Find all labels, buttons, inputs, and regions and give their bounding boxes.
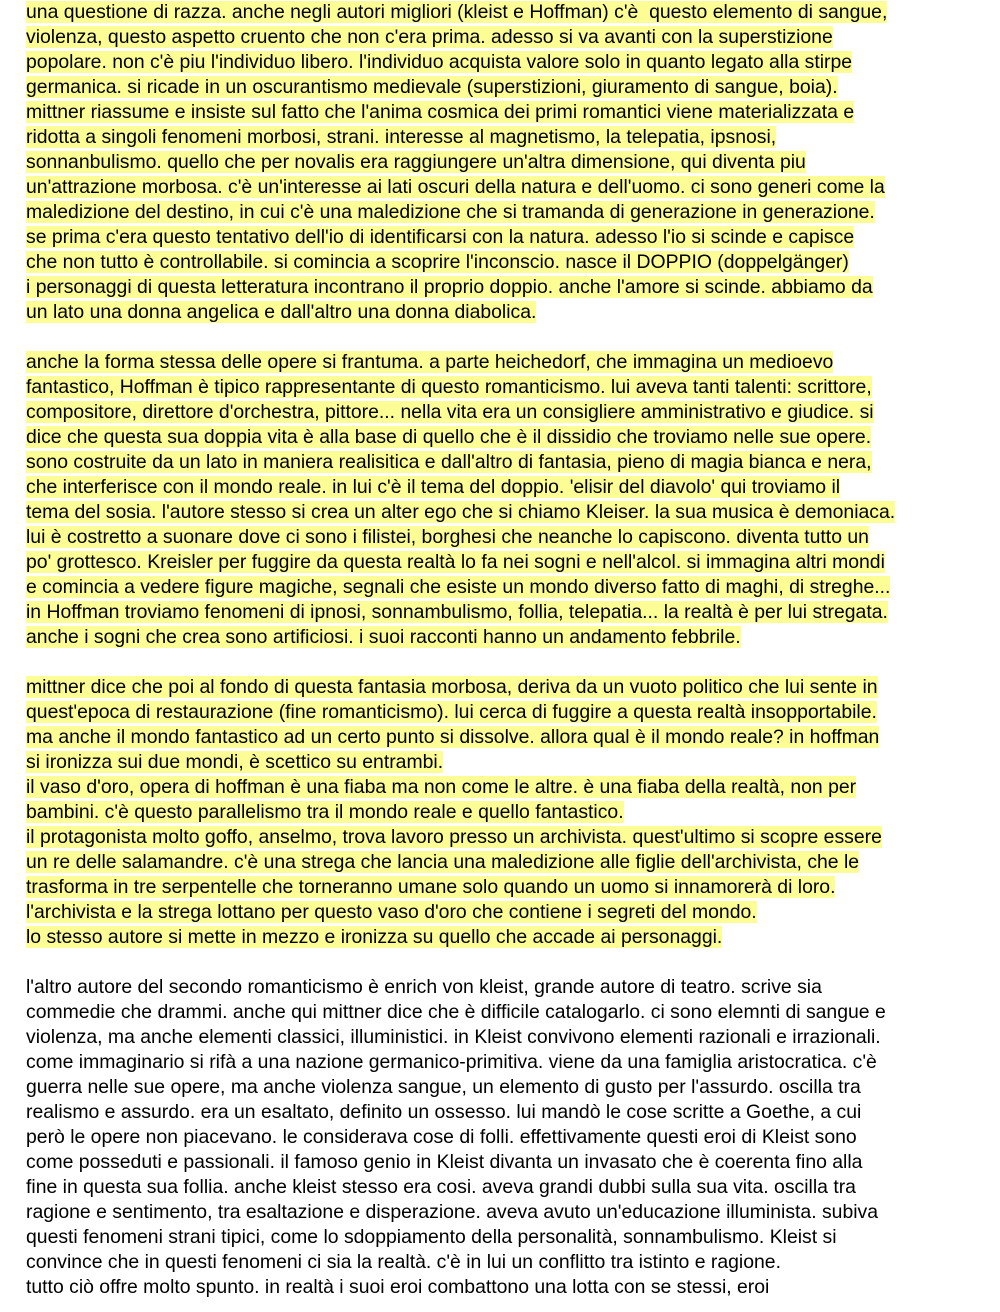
text-line bbox=[26, 725, 986, 750]
text-line-content: come posseduti e passionali. il famoso genio in Kleist divanta un invasato che è coerenta fino alla bbox=[26, 1151, 863, 1173]
text-line bbox=[26, 250, 986, 275]
text-line-content: anche la forma stessa delle opere si frantuma. a parte heichedorf, che immagina un medioevo bbox=[26, 351, 834, 373]
text-line-content: i personaggi di questa letteratura incontrano il proprio doppio. anche l'amore si scinde. abbiamo da bbox=[26, 276, 873, 298]
text-line-content: realismo e assurdo. era un esaltato, definito un ossesso. lui mandò le cose scritte a Goethe, a cui bbox=[26, 1101, 862, 1123]
text-line bbox=[26, 1200, 986, 1225]
text-line bbox=[26, 525, 986, 550]
text-line-content: fine in questa sua follia. anche kleist stesso era cosi. aveva grandi dubbi sulla sua vita. oscilla tra bbox=[26, 1176, 856, 1198]
text-line bbox=[26, 1225, 986, 1250]
text-line bbox=[26, 1075, 986, 1100]
text-line-content: dice che questa sua doppia vita è alla base di quello che è il dissidio che troviamo nelle sue opere. bbox=[26, 426, 872, 448]
text-line-content: guerra nelle sue opere, ma anche violenza sangue, un elemento di gusto per l'assurdo. oscilla tra bbox=[26, 1076, 861, 1098]
text-line-content: maledizione del destino, in cui c'è una maledizione che si tramanda di generazione in generazione. bbox=[26, 201, 875, 223]
text-line-content: un lato una donna angelica e dall'altro una donna diabolica. bbox=[26, 301, 537, 323]
text-line bbox=[26, 600, 986, 625]
text-line-content: anche i sogni che crea sono artificiosi. i suoi racconti hanno un andamento febbrile. bbox=[26, 626, 741, 648]
text-line bbox=[26, 1125, 986, 1150]
text-line-content: una questione di razza. anche negli autori migliori (kleist e Hoffman) c'è questo elemento di sangue, bbox=[26, 1, 888, 23]
text-line-content: come immaginario si rifà a una nazione germanico-primitiva. viene da una famiglia aristocratica. c'è bbox=[26, 1051, 877, 1073]
text-line bbox=[26, 275, 986, 300]
text-line-content: il protagonista molto goffo, anselmo, trova lavoro presso un archivista. quest'ultimo si scopre essere bbox=[26, 826, 882, 848]
text-line-content: sono costruite da un lato in maniera realisitica e dall'altro di fantasia, pieno di magia bianca e nera, bbox=[26, 451, 872, 473]
text-line bbox=[26, 225, 986, 250]
text-line-content: popolare. non c'è piu l'individuo libero. l'individuo acquista valore solo in quanto legato alla stirpe bbox=[26, 51, 853, 73]
text-line bbox=[26, 1000, 986, 1025]
text-line-content: germanica. si ricade in un oscurantismo medievale (superstizioni, giuramento di sangue, boia). bbox=[26, 76, 838, 98]
text-line-content: violenza, questo aspetto cruento che non c'era prima. adesso si va avanti con la superstizione bbox=[26, 26, 833, 48]
text-line-content: però le opere non piacevano. le considerava cose di folli. effettivamente questi eroi di Kleist sono bbox=[26, 1126, 857, 1148]
paragraph bbox=[26, 0, 986, 325]
text-line-content: commedie che drammi. anche qui mittner dice che è difficile catalogarlo. ci sono elemnti di sangue e bbox=[26, 1001, 886, 1023]
text-line bbox=[26, 700, 986, 725]
text-line-content: mittner riassume e insiste sul fatto che l'anima cosmica dei primi romantici viene materializzata e bbox=[26, 101, 855, 123]
text-line bbox=[26, 475, 986, 500]
text-line bbox=[26, 1275, 986, 1300]
text-line-content: che non tutto è controllabile. si comincia a scoprire l'inconscio. nasce il DOPPIO (doppelgänger) bbox=[26, 251, 849, 273]
text-line bbox=[26, 900, 986, 925]
text-line bbox=[26, 850, 986, 875]
text-line bbox=[26, 800, 986, 825]
text-line-content: ragione e sentimento, tra esaltazione e disperazione. aveva avuto un'educazione illuminista. subiva bbox=[26, 1201, 879, 1223]
text-line bbox=[26, 750, 986, 775]
text-line bbox=[26, 875, 986, 900]
text-line bbox=[26, 500, 986, 525]
text-line bbox=[26, 1150, 986, 1175]
text-line bbox=[26, 25, 986, 50]
text-line bbox=[26, 625, 986, 650]
text-line-content: e comincia a vedere figure magiche, segnali che esiste un mondo diverso fatto di maghi, di streghe... bbox=[26, 576, 891, 598]
text-line-content: compositore, direttore d'orchestra, pittore... nella vita era un consigliere amministrativo e giudice. si bbox=[26, 401, 874, 423]
text-line-content: convince che in questi fenomeni ci sia la realtà. c'è in lui un conflitto tra istinto e ragione. bbox=[26, 1251, 781, 1273]
text-line bbox=[26, 175, 986, 200]
text-line-content: l'altro autore del secondo romanticismo è enrich von kleist, grande autore di teatro. scrive sia bbox=[26, 976, 822, 998]
paragraph bbox=[26, 350, 986, 650]
text-line bbox=[26, 1175, 986, 1200]
text-line-content: trasforma in tre serpentelle che torneranno umane solo quando un uomo si innamorerà di loro. bbox=[26, 876, 836, 898]
text-line bbox=[26, 125, 986, 150]
text-line-content: ridotta a singoli fenomeni morbosi, strani. interesse al magnetismo, la telepatia, ipsnosi, bbox=[26, 126, 777, 148]
text-line bbox=[26, 0, 986, 25]
text-line-content: si ironizza sui due mondi, è scettico su entrambi. bbox=[26, 751, 444, 773]
paragraph-gap bbox=[26, 650, 986, 675]
text-line bbox=[26, 375, 986, 400]
text-line-content: questi fenomeni strani tipici, come lo sdoppiamento della personalità, sonnambulismo. Kleist si bbox=[26, 1226, 837, 1248]
text-line bbox=[26, 425, 986, 450]
text-line bbox=[26, 1250, 986, 1275]
text-line-content: che interferisce con il mondo reale. in lui c'è il tema del doppio. 'elisir del diavolo' qui troviamo il bbox=[26, 476, 841, 498]
text-line-content: tutto ciò offre molto spunto. in realtà i suoi eroi combattono una lotta con se stessi, eroi bbox=[26, 1276, 770, 1298]
text-line bbox=[26, 200, 986, 225]
paragraph bbox=[26, 675, 986, 950]
text-line bbox=[26, 75, 986, 100]
text-line-content: fantastico, Hoffman è tipico rappresentante di questo romanticismo. lui aveva tanti talenti: scrittore, bbox=[26, 376, 872, 398]
text-line bbox=[26, 300, 986, 325]
text-line bbox=[26, 775, 986, 800]
text-line bbox=[26, 675, 986, 700]
text-line bbox=[26, 550, 986, 575]
text-line-content: mittner dice che poi al fondo di questa fantasia morbosa, deriva da un vuoto politico che lui sente in bbox=[26, 676, 878, 698]
text-line-content: po' grottesco. Kreisler per fuggire da questa realtà lo fa nei sogni e nell'alcol. si immagina altri mondi bbox=[26, 551, 885, 573]
text-line bbox=[26, 1050, 986, 1075]
text-line-content: tema del sosia. l'autore stesso si crea un alter ego che si chiamo Kleiser. la sua musica è demoniaca. bbox=[26, 501, 896, 523]
text-line bbox=[26, 150, 986, 175]
text-line bbox=[26, 350, 986, 375]
text-line-content: violenza, ma anche elementi classici, illuministici. in Kleist convivono elementi razionali e irrazionali. bbox=[26, 1026, 881, 1048]
text-line-content: l'archivista e la strega lottano per questo vaso d'oro che contiene i segreti del mondo. bbox=[26, 901, 757, 923]
document-page bbox=[26, 0, 986, 1300]
text-line bbox=[26, 975, 986, 1000]
paragraph-gap bbox=[26, 325, 986, 350]
text-line bbox=[26, 575, 986, 600]
paragraph-gap bbox=[26, 950, 986, 975]
text-line-content: in Hoffman troviamo fenomeni di ipnosi, sonnambulismo, follia, telepatia... la realtà è per lui stregata. bbox=[26, 601, 888, 623]
text-line-content: quest'epoca di restaurazione (fine romanticismo). lui cerca di fuggire a questa realtà insopportabile. bbox=[26, 701, 877, 723]
text-line-content: un re delle salamandre. c'è una strega che lancia una maledizione alle figlie dell'archivista, che le bbox=[26, 851, 860, 873]
text-line bbox=[26, 400, 986, 425]
text-line-content: sonnanbulismo. quello che per novalis era raggiungere un'altra dimensione, qui diventa piu bbox=[26, 151, 806, 173]
text-line bbox=[26, 450, 986, 475]
text-line bbox=[26, 925, 986, 950]
text-line-content: se prima c'era questo tentativo dell'io di identificarsi con la natura. adesso l'io si scinde e capisce bbox=[26, 226, 855, 248]
text-line-content: ma anche il mondo fantastico ad un certo punto si dissolve. allora qual è il mondo reale? in hoffman bbox=[26, 726, 880, 748]
text-line bbox=[26, 1025, 986, 1050]
text-line-content: un'attrazione morbosa. c'è un'interesse ai lati oscuri della natura e dell'uomo. ci sono generi come la bbox=[26, 176, 885, 198]
text-line bbox=[26, 825, 986, 850]
text-line bbox=[26, 100, 986, 125]
text-line bbox=[26, 1100, 986, 1125]
text-line-content: lo stesso autore si mette in mezzo e ironizza su quello che accade ai personaggi. bbox=[26, 926, 723, 948]
text-line-content: il vaso d'oro, opera di hoffman è una fiaba ma non come le altre. è una fiaba della realtà, non per bbox=[26, 776, 857, 798]
text-line-content: bambini. c'è questo parallelismo tra il mondo reale e quello fantastico. bbox=[26, 801, 624, 823]
paragraph bbox=[26, 975, 986, 1300]
text-line-content: lui è costretto a suonare dove ci sono i filistei, borghesi che neanche lo capiscono. diventa tutto un bbox=[26, 526, 869, 548]
text-line bbox=[26, 50, 986, 75]
